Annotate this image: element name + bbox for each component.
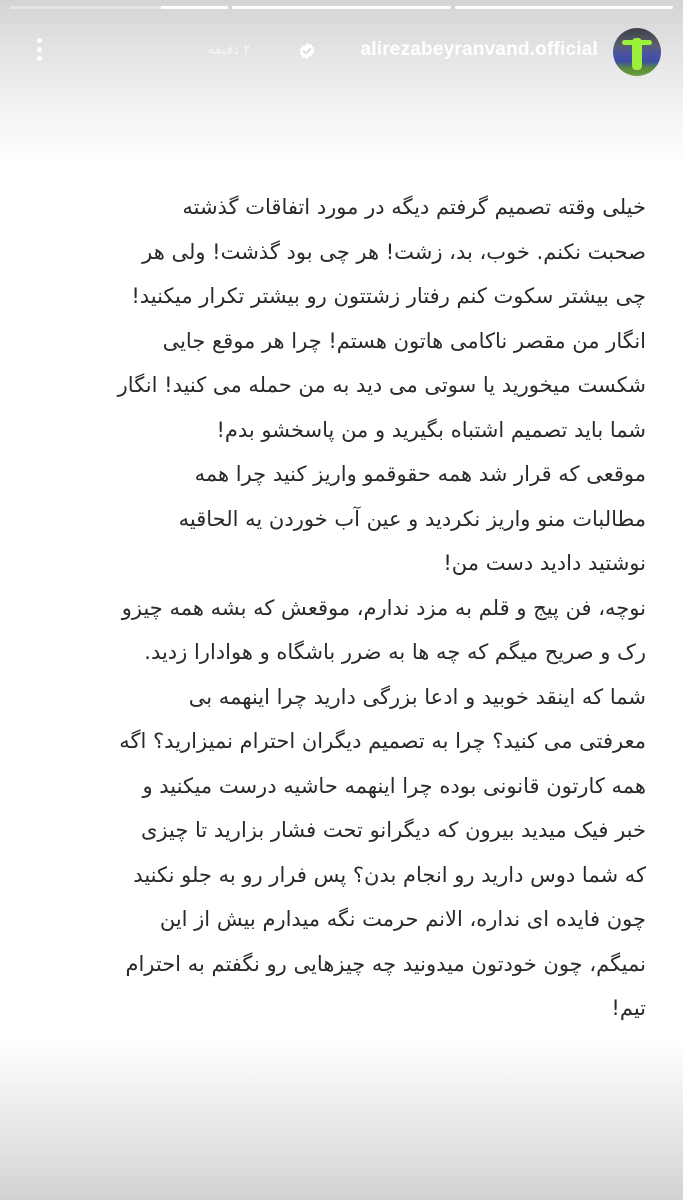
username-link[interactable]: alirezabeyranvand.official — [360, 39, 598, 60]
story-line: همه کارتون قانونی بوده چرا اینهمه حاشیه درست میکنید و — [142, 773, 646, 798]
story-line: نوچه، فن پیج و قلم به مزد ندارم، موقعش که بشه همه چیزو — [121, 595, 646, 620]
progress-segment-2 — [232, 6, 450, 9]
story-line: چی بیشتر سکوت کنم رفتار زشتتون رو بیشتر تکرار میکنید! — [131, 284, 646, 308]
story-line: خبر فیک میدید بیرون که دیگرانو تحت فشار بزارید تا چیزی — [141, 818, 646, 842]
story-line: تیم! — [611, 996, 646, 1020]
story-line: خیلی وقته تصمیم گرفتم دیگه در مورد اتفاقات گذشته — [182, 195, 646, 219]
story-line: شما باید تصمیم اشتباه بگیرید و من پاسخشو بدم! — [216, 417, 646, 442]
story-line: موقعی که قرار شد همه حقوقمو واریز کنید چرا همه — [194, 462, 646, 486]
story-line: نوشتید دادید دست من! — [443, 551, 646, 575]
story-line: چون فایده ای نداره، الانم حرمت نگه میدارم بیش از این — [159, 907, 646, 931]
story-line: شکست میخورید یا سوتی می دید به من حمله می کنید! انگار — [117, 373, 646, 397]
progress-segment-3 — [10, 6, 228, 9]
post-time: ۲ دقیقه — [207, 42, 251, 58]
story-progress-bar — [10, 6, 673, 9]
story-line: نمیگم، چون خودتون میدونید چه چیزهایی رو نگفتم به احترام — [125, 951, 646, 976]
story-line: معرفتی می کنید؟ چرا به تصمیم دیگران احترام نمیزارید؟ اگه — [119, 729, 646, 753]
story-line: صحبت نکنم. خوب، بد، زشت! هر چی بود گذشت! ولی هر — [142, 239, 646, 264]
more-vertical-icon[interactable] — [32, 38, 46, 66]
profile-avatar[interactable] — [613, 28, 661, 76]
story-line: شما که اینقد خوبید و ادعا بزرگی دارید چرا اینهمه بی — [188, 684, 646, 709]
story-text-body — [35, 185, 646, 1031]
verified-badge-icon — [298, 42, 316, 60]
progress-segment-1 — [455, 6, 673, 9]
story-header — [0, 24, 683, 80]
story-line: انگار من مقصر ناکامی هاتون هستم! چرا هر موقع جایی — [162, 328, 646, 353]
story-line: که شما دوس دارید رو انجام بدن؟ پس فرار رو به جلو نکنید — [133, 862, 646, 887]
story-line: مطالبات منو واریز نکردید و عین آب خوردن یه الحاقیه — [178, 506, 646, 531]
story-line: رک و صریح میگم که چه ها به ضرر باشگاه و هوادارا زدید. — [144, 640, 646, 664]
